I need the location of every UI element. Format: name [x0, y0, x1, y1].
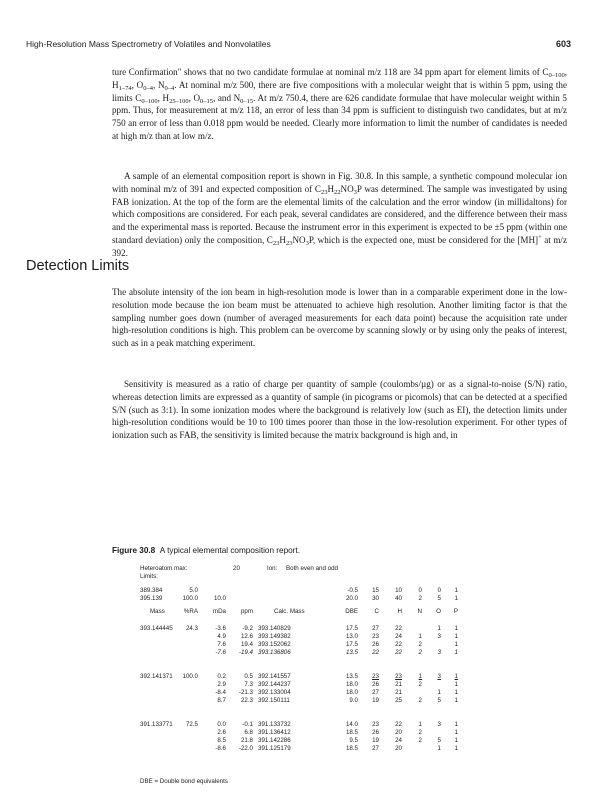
candidate-cell-ppm: 7.3	[244, 681, 253, 689]
candidate-cell-p: 1	[454, 633, 458, 641]
candidate-cell-p: 1	[454, 641, 458, 649]
column-header-n: N	[417, 608, 422, 615]
candidate-cell-c: 27	[372, 745, 379, 753]
column-header-dbe: DBE	[345, 608, 358, 615]
limit-cell-h: 40	[395, 594, 402, 602]
heteroatom-label: Heteroatom max:	[140, 565, 188, 572]
candidate-cell-n: 2	[418, 697, 422, 705]
section-heading-detection-limits: Detection Limits	[26, 258, 130, 274]
candidate-cell-mda: 2.6	[217, 729, 226, 737]
candidate-cell-ppm: 12.6	[240, 633, 253, 641]
report-footnote: DBE = Double bond equivalents	[140, 778, 228, 785]
candidate-cell-n: 1	[418, 633, 422, 641]
candidate-cell-c: 26	[372, 681, 379, 689]
candidate-cell-ppm: -0.1	[242, 721, 253, 728]
limit-cell-o: 5	[437, 594, 441, 602]
candidate-cell-n: 2	[418, 641, 422, 649]
candidate-cell-mda: 8.7	[217, 697, 226, 705]
candidate-cell-c: 23	[372, 721, 379, 728]
candidate-cell-dbe: 13.5	[345, 649, 358, 657]
limit-cell-c: 15	[372, 587, 379, 594]
candidate-cell-h: 22	[395, 625, 402, 632]
paragraph-composition-report: A sample of an elemental composition report is shown in Fig. 30.8. In this sample, a synthetic compound molecular ion with nominal m/z of 391 and expected composition of $C_{23}H_{22}NO_3P$ was determined. The sample was investigated by using FAB ionization. At the top of the form are the elemental limits of the calculation and the error window (in millidaltons) for which compositions are considered. For each peak, several candidates are considered, and the difference between their mass and the experimental mass is reported. Because the instrument error in this experiment is expected to be ±5 ppm (within one standard deviation) only the composition, $C_{23}H_{23}NO_3P$, which is the expected one, must be considered for the [MH]+ at m/z 392.	[112, 171, 567, 258]
candidate-cell-dbe: 9.5	[349, 737, 358, 745]
column-header-mass: Mass	[150, 608, 165, 615]
candidate-cell-h: 23	[395, 673, 402, 680]
candidate-cell-dbe: 18.0	[345, 689, 358, 697]
candidate-cell-p: 1	[454, 721, 458, 728]
limit-cell-o: 0	[437, 587, 441, 594]
limits-label: Limits:	[140, 573, 158, 580]
candidate-cell-p: 1	[454, 681, 458, 689]
candidate-cell-p: 1	[454, 625, 458, 632]
limit-cell-c: 30	[372, 594, 379, 602]
candidate-cell-c: 19	[372, 737, 379, 745]
candidate-cell-calc: 392.150111	[258, 697, 290, 705]
candidate-cell-h: 20	[395, 745, 402, 753]
running-title: High-Resolution Mass Spectrometry of Volatiles and Nonvolatiles	[26, 39, 271, 49]
candidate-cell-h: 20	[395, 729, 402, 737]
candidate-cell-ppm: -19.4	[238, 649, 253, 657]
candidate-cell-c: 26	[372, 729, 379, 737]
candidate-cell-calc: 393.140829	[258, 625, 291, 632]
column-header-ra: %RA	[183, 608, 198, 615]
candidate-cell-o: 3	[437, 649, 441, 657]
candidate-cell-h: 22	[395, 721, 402, 728]
figure-label: Figure 30.8	[112, 546, 156, 555]
candidate-cell-p: 1	[454, 729, 458, 737]
elemental-composition-report	[140, 565, 520, 790]
limit-cell-n: 0	[418, 587, 422, 594]
candidate-cell-n: 2	[418, 649, 422, 657]
peak-mass: 392.141371	[140, 673, 173, 680]
limit-cell-n: 2	[418, 594, 422, 602]
candidate-cell-p: 1	[454, 649, 458, 657]
candidate-cell-mda: 0.2	[217, 673, 226, 680]
candidate-cell-calc: 393.149382	[258, 633, 291, 641]
candidate-cell-dbe: 13.0	[345, 633, 358, 641]
candidate-cell-mda: 4.9	[217, 633, 226, 641]
candidate-cell-calc: 391.133732	[258, 721, 291, 728]
limit-cell-mass: 389.384	[140, 587, 163, 594]
candidate-cell-mda: -3.6	[215, 625, 226, 632]
candidate-cell-c: 23	[372, 673, 379, 680]
candidate-cell-o: 1	[437, 689, 441, 697]
candidate-cell-calc: 391.142286	[258, 737, 291, 745]
candidate-cell-calc: 392.141557	[258, 673, 291, 680]
limit-cell-p: 1	[454, 594, 458, 602]
page-number: 603	[555, 39, 571, 49]
candidate-cell-h: 24	[395, 737, 402, 745]
candidate-cell-ppm: -9.2	[242, 625, 253, 632]
candidate-cell-p: 1	[454, 689, 458, 697]
candidate-cell-mda: 2.9	[217, 681, 226, 689]
candidate-cell-n: 1	[418, 721, 422, 728]
candidate-cell-ppm: -22.0	[238, 745, 253, 753]
candidate-cell-dbe: 14.0	[345, 721, 358, 728]
ion-label: Ion:	[267, 565, 278, 572]
column-header-ppm: ppm	[240, 608, 253, 615]
candidate-cell-o: 1	[437, 745, 441, 753]
candidate-cell-c: 27	[372, 625, 379, 632]
candidate-cell-c: 27	[372, 689, 379, 697]
candidate-cell-p: 1	[454, 697, 458, 705]
figure-caption	[112, 546, 300, 555]
peak-relative-abundance: 72.5	[185, 721, 198, 728]
paragraph-ion-beam-intensity: The absolute intensity of the ion beam in high-resolution mode is lower than in a comparable experiment done in the low-resolution mode because the ion beam must be attenuated to achieve high resolution. Another limiting factor is that the sampling number goes down (number of averaged measurements for each data point) because the acquisition rate under high-resolution conditions is high. This problem can be overcome by scanning slowly or by using only the peaks of interest, such as in a peak matching experiment.	[112, 287, 567, 349]
column-header-c: C	[374, 608, 379, 615]
column-header-mda: mDa	[212, 608, 226, 615]
candidate-cell-mda: 0.0	[217, 721, 226, 728]
limit-cell-dbe: 20.0	[345, 594, 358, 602]
candidate-cell-h: 22	[395, 649, 402, 657]
limit-cell-dbe: -0.5	[347, 587, 358, 594]
limit-cell-ra: 5.0	[189, 587, 198, 594]
candidate-cell-ppm: 6.8	[244, 729, 253, 737]
candidate-cell-calc: 392.144237	[258, 681, 291, 689]
limit-cell-ra: 100.0	[182, 594, 198, 602]
paragraph-sensitivity: Sensitivity is measured as a ratio of charge per quantity of sample (coulombs/µg) or as a signal-to-noise (S/N) ratio, whereas detection limits are expressed as a quantity of sample (in picograms or picomols) that can be detected at a specified S/N (such as 3:1). In some ionization modes where the background is relatively low (such as EI), the detection limits under high-resolution conditions would be 10 to 100 times poorer than those in the low-resolution experiment. For other types of ionization such as FAB, the sensitivity is limited because the matrix background is high and, in	[112, 379, 567, 441]
candidate-cell-c: 26	[372, 641, 379, 649]
limit-cell-mass: 395.139	[140, 594, 163, 602]
column-header-calc: Calc. Mass	[274, 608, 305, 615]
candidate-cell-p: 1	[454, 745, 458, 753]
candidate-cell-n: 2	[418, 737, 422, 745]
candidate-cell-mda: -8.6	[215, 745, 226, 753]
candidate-cell-h: 21	[395, 689, 402, 697]
candidate-cell-dbe: 18.0	[345, 681, 358, 689]
candidate-cell-mda: 8.5	[217, 737, 226, 745]
candidate-cell-p: 1	[454, 673, 458, 680]
candidate-cell-h: 24	[395, 633, 402, 641]
candidate-cell-dbe: 18.5	[345, 745, 358, 753]
column-header-o: O	[436, 608, 441, 615]
candidate-cell-n: 1	[418, 673, 422, 680]
candidate-cell-h: 21	[395, 681, 402, 689]
candidate-cell-mda: -7.6	[215, 649, 226, 657]
candidate-cell-dbe: 13.5	[345, 673, 358, 680]
candidate-cell-c: 23	[372, 633, 379, 641]
column-header-h: H	[397, 608, 402, 615]
candidate-cell-dbe: 9.0	[349, 697, 358, 705]
candidate-cell-ppm: 21.8	[240, 737, 253, 745]
candidate-cell-ppm: 0.5	[244, 673, 253, 680]
candidate-cell-o: 3	[437, 721, 441, 728]
candidate-cell-mda: -8.4	[215, 689, 226, 697]
limit-cell-p: 1	[454, 587, 458, 594]
column-header-p: P	[453, 608, 458, 615]
paragraph-formula-candidates: ture Confirmation" shows that no two candidate formulae at nominal m/z 118 are 34 ppm apart for element limits of $C_{0-100}$, $H_{1-74}$, $O_{0-4}$, $N_{0-4}$. At nominal m/z 500, there are five compositions with a molecular weight that is within 5 ppm, using the limits $C_{0-100}$, $H_{25-100}$, $O_{0-15}$, and $N_{0-15}$. At m/z 750.4, there are 626 candidate formulae that have molecular weight within 5 ppm. Thus, for measurement at m/z 118, an error of less than 34 ppm is sufficient to distinguish two candidates, but at m/z 750 an error of less than 0.018 ppm would be needed. Clearly more information to limit the number of candidates is needed at high m/z than at low m/z.	[112, 67, 567, 141]
candidate-cell-o: 3	[437, 633, 441, 641]
candidate-cell-p: 1	[454, 737, 458, 745]
candidate-cell-calc: 393.152062	[258, 641, 291, 649]
peak-relative-abundance: 24.3	[185, 625, 198, 632]
candidate-cell-ppm: 19.4	[240, 641, 253, 649]
limit-cell-h: 10	[395, 587, 402, 594]
candidate-cell-c: 19	[372, 697, 379, 705]
candidate-cell-o: 5	[437, 697, 441, 705]
candidate-cell-n: 2	[418, 681, 422, 689]
ion-value: Both even and odd	[286, 565, 338, 572]
candidate-cell-ppm: -21.3	[238, 689, 253, 697]
candidate-cell-calc: 391.125179	[258, 745, 291, 753]
peak-mass: 391.133771	[140, 721, 173, 728]
candidate-cell-n: 2	[418, 729, 422, 737]
candidate-cell-calc: 391.136412	[258, 729, 291, 737]
candidate-cell-h: 25	[395, 697, 402, 705]
limit-cell-mda: 10.0	[213, 594, 226, 602]
candidate-cell-o: 3	[437, 673, 441, 680]
candidate-cell-dbe: 17.5	[345, 625, 358, 632]
candidate-cell-calc: 392.133004	[258, 689, 291, 697]
candidate-cell-h: 22	[395, 641, 402, 649]
candidate-cell-ppm: 22.3	[240, 697, 253, 705]
figure-caption-text: A typical elemental composition report.	[159, 546, 300, 555]
candidate-cell-mda: 7.6	[217, 641, 226, 649]
peak-mass: 393.144445	[140, 625, 173, 632]
peak-relative-abundance: 100.0	[182, 673, 198, 680]
candidate-cell-o: 5	[437, 737, 441, 745]
candidate-cell-c: 22	[372, 649, 379, 657]
candidate-cell-o: 1	[437, 625, 441, 632]
heteroatom-value: 20	[233, 565, 240, 572]
candidate-cell-dbe: 17.5	[345, 641, 358, 649]
candidate-cell-dbe: 18.5	[345, 729, 358, 737]
candidate-cell-calc: 393.136806	[258, 649, 291, 657]
